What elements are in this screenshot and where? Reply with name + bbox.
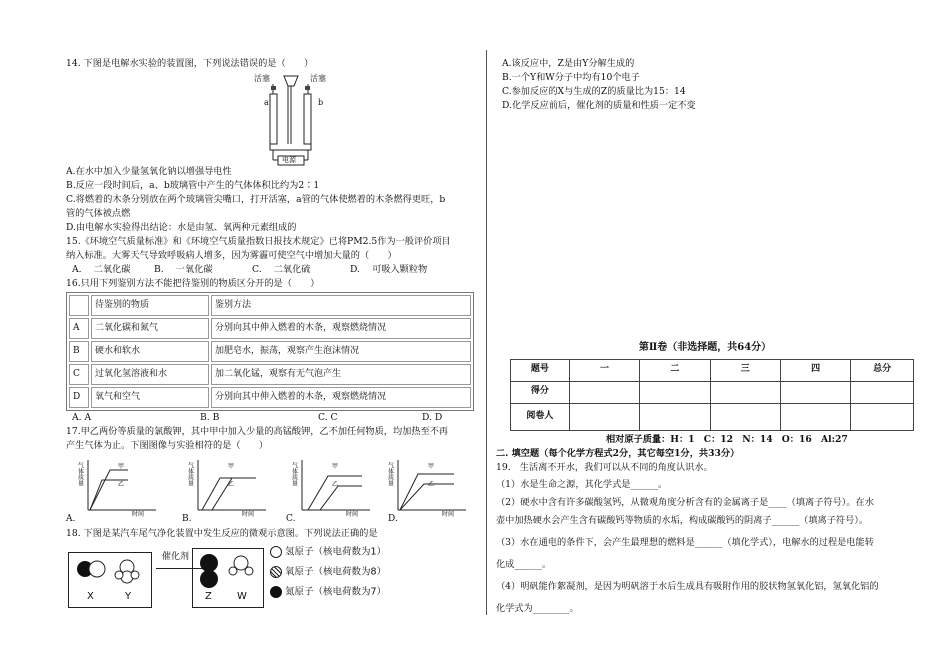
q17-graphs [66, 456, 476, 524]
graph-c-plot [292, 456, 372, 516]
graph-y-axis-label: 气体质量 [290, 462, 298, 486]
q15-options [66, 264, 476, 278]
reactants-box [68, 552, 152, 608]
graph-x-axis-label: 时间 [442, 511, 455, 518]
q15-option-a: A. 二氧化碳 [72, 264, 131, 275]
table-header-cell [69, 295, 89, 316]
score-input-cell[interactable] [710, 381, 780, 403]
nitrogen-atom-icon [270, 586, 282, 598]
q14-option-b: B.反应一段时间后，a、b玻璃管中产生的气体体积比约为2∶1 [66, 180, 320, 191]
fig-b-label: b [318, 98, 324, 107]
grader-input-cell[interactable] [640, 403, 710, 430]
score-input-cell[interactable] [569, 381, 639, 403]
graph-y-axis-label: 气体质量 [76, 462, 84, 486]
q19-item-2-cont: 壶中加热硬水会产生含有碳酸钙等物质的水垢，构成碳酸钙的阴离子______（填离子符号）。 [496, 514, 869, 526]
q16-answer-b: B. B [200, 412, 220, 423]
q17-label-b: B. [182, 514, 192, 524]
table-cell: 加二氧化锰，观察有无气泡产生 [211, 364, 471, 385]
table-header-cell: 题号 [511, 359, 570, 381]
left-column [66, 58, 476, 612]
q18-option-d: D.化学反应前后，催化剂的质量和性质一定不变 [502, 100, 696, 111]
products-box [192, 548, 264, 608]
graph-series-yi-label: 乙 [332, 481, 339, 488]
table-header-cell: 待鉴别的物质 [91, 295, 209, 316]
graph-x-axis-label: 时间 [132, 511, 145, 518]
table-header-row [511, 359, 914, 381]
label-x: X [87, 591, 94, 602]
grader-input-cell[interactable] [780, 403, 850, 430]
q16-stem: 16.只用下列鉴别方法不能把待鉴别的物质区分开的是（ ） [66, 278, 320, 289]
table-cell: 氧气和空气 [91, 387, 209, 408]
section-fill-blank: 二. 填空题（每个化学方程式2分，其它每空1分，共33分） [496, 447, 740, 459]
score-input-cell[interactable] [851, 381, 914, 403]
legend-item [270, 586, 386, 606]
graph-series-jia-label: 甲 [428, 463, 435, 470]
atomic-mass-line: 相对原子质量：H：1 C：12 N：14 O：16 Al:27 [606, 433, 848, 445]
table-cell: 加肥皂水，振荡，观察产生泡沫情况 [211, 341, 471, 362]
q14-option-a: A.在水中加入少量氢氧化钠以增强导电性 [66, 166, 232, 177]
label-z: Z [205, 591, 212, 602]
q17-label-a: A. [66, 514, 76, 524]
q19-item-4-cont: 化学式为________。 [496, 602, 579, 614]
q16-answer-a: A. A [72, 412, 92, 423]
q15-option-c: C. 二氧化硫 [252, 264, 311, 275]
table-header-row [69, 295, 471, 316]
product-molecules [193, 549, 263, 593]
column-divider [486, 50, 487, 615]
atom-legend [270, 546, 386, 606]
graph-x-axis-label: 时间 [346, 511, 359, 518]
graph-x-axis-label: 时间 [242, 511, 255, 518]
grader-input-cell[interactable] [710, 403, 780, 430]
catalyst-label: 催化剂 [162, 552, 190, 562]
part2-title: 第Ⅱ卷（非选择题，共64分） [638, 342, 772, 353]
table-header-cell: 四 [780, 359, 850, 381]
q18-diagram [66, 546, 476, 612]
graph-a-plot [78, 456, 158, 516]
table-header-cell: 总分 [851, 359, 914, 381]
q16-answer-c: C. C [318, 412, 338, 423]
legend-item [270, 546, 386, 566]
grader-input-cell[interactable] [851, 403, 914, 430]
table-cell: 二氧化碳和氮气 [91, 318, 209, 339]
score-table [510, 359, 914, 431]
table-header-cell: 二 [640, 359, 710, 381]
table-cell: 过氧化氢溶液和水 [91, 364, 209, 385]
legend-oxygen-label: 氧原子（核电荷数为8） [285, 566, 387, 578]
right-column [496, 58, 914, 621]
q19-item-2: （2）硬水中含有许多碳酸氢钙，从微观角度分析含有的金属离子是____（填离子符号）。在水 [496, 496, 874, 508]
table-row [69, 387, 471, 408]
label-w: W [237, 591, 247, 602]
table-header-cell: 三 [710, 359, 780, 381]
table-header-cell: 鉴别方法 [211, 295, 471, 316]
hydrogen-atom-icon [270, 546, 282, 558]
q16-answers [66, 412, 476, 426]
q19-item-4: （4）明矾能作絮凝剂，是因为明矾溶于水后生成具有吸附作用的胶状物氢氧化铝，氢氧化铝的 [496, 580, 879, 592]
graph-b-plot [188, 456, 268, 516]
q14-stem: 14. 下图是电解水实验的装置图，下列说法错误的是（ ） [66, 58, 314, 69]
table-cell: D [69, 387, 89, 408]
q19-item-3-cont: 化成______。 [496, 558, 552, 570]
table-row [69, 364, 471, 385]
q18-option-b: B.一个Y和W分子中均有10个电子 [502, 72, 640, 83]
fig-a-label: a [264, 98, 269, 107]
q15-stem-1: 15.《环境空气质量标准》和《环境空气质量指数日报技术规定》已将PM2.5作为一般评价项目 [66, 236, 451, 247]
q16-answer-d: D. D [422, 412, 443, 423]
label-y: Y [125, 591, 132, 602]
table-cell: B [69, 341, 89, 362]
graph-series-jia-label: 甲 [228, 463, 235, 470]
electrolysis-figure [234, 72, 354, 166]
table-row [69, 341, 471, 362]
q16-table [66, 292, 474, 411]
q19-stem: 19. 生活离不开水，我们可以从不同的角度认识水。 [496, 461, 713, 473]
q19-item-1: （1）水是生命之源，其化学式是______。 [496, 478, 668, 490]
legend-item [270, 566, 386, 586]
q15-option-d: D. 可吸入颗粒物 [350, 264, 428, 275]
reactant-molecules [69, 553, 151, 593]
score-input-cell[interactable] [640, 381, 710, 403]
table-row [69, 318, 471, 339]
q15-stem-2: 纳入标准。大雾天气导致呼吸病人增多，因为雾霾可使空气中增加大量的（ ） [66, 250, 397, 261]
q18-stem: 18. 下图是某汽车尾气净化装置中发生反应的微观示意图。下列说法正确的是 [66, 528, 378, 539]
q18-option-a: A.该反应中，Z是由Y分解生成的 [502, 58, 635, 69]
graph-series-jia-label: 甲 [118, 463, 125, 470]
graph-series-yi-label: 乙 [428, 481, 435, 488]
q14-option-c: C.将燃着的木条分别放在两个玻璃管尖嘴口，打开活塞，a管的气体使燃着的木条燃得更旺，b [66, 194, 446, 205]
table-row [511, 403, 914, 430]
graph-y-axis-label: 气体质量 [186, 462, 194, 486]
graph-d-plot [388, 456, 468, 516]
q18-option-c: C.参加反应的X与生成的Z的质量比为15：14 [502, 86, 686, 97]
table-row [511, 381, 914, 403]
graph-series-jia-label: 甲 [332, 463, 339, 470]
q17-graph-a [78, 456, 158, 516]
q17-label-d: D. [388, 514, 398, 524]
graph-series-yi-label: 乙 [118, 481, 125, 488]
table-cell: 硬水和软水 [91, 341, 209, 362]
fig-stopper-left-label: 活塞 [254, 74, 270, 83]
fig-power-label: 电源 [282, 156, 296, 164]
table-cell: 得分 [511, 381, 570, 403]
table-cell: 阅卷人 [511, 403, 570, 430]
q17-graph-b [188, 456, 268, 516]
table-cell: 分别向其中伸入燃着的木条，观察燃烧情况 [211, 318, 471, 339]
q15-option-b: B. 一氧化碳 [154, 264, 213, 275]
legend-hydrogen-label: 氢原子（核电荷数为1） [285, 546, 387, 558]
q17-label-c: C. [286, 514, 296, 524]
q19-item-3: （3）水在通电的条件下，会产生最理想的燃料是______（填化学式），电解水的过程是电能转 [496, 536, 874, 548]
score-input-cell[interactable] [780, 381, 850, 403]
q17-stem-2: 产生气体为止。下图图像与实验相符的是（ ） [66, 440, 269, 451]
q17-graph-d [388, 456, 468, 516]
table-cell: 分别向其中伸入燃着的木条，观察燃烧情况 [211, 387, 471, 408]
table-cell: C [69, 364, 89, 385]
fig-stopper-right-label: 活塞 [310, 74, 326, 83]
legend-nitrogen-label: 氮原子（核电荷数为7） [285, 586, 387, 598]
electrolysis-apparatus-drawing [246, 72, 336, 166]
grader-input-cell[interactable] [569, 403, 639, 430]
graph-y-axis-label: 气体质量 [386, 462, 394, 486]
oxygen-atom-icon [270, 566, 282, 578]
q17-graph-c [292, 456, 372, 516]
table-header-cell: 一 [569, 359, 639, 381]
graph-series-yi-label: 乙 [228, 481, 235, 488]
table-cell: A [69, 318, 89, 339]
q17-stem-1: 17.甲乙两份等质量的氯酸钾，其中甲中加入少量的高锰酸钾，乙不加任何物质，均加热至不再 [66, 426, 449, 437]
q14-option-c-cont: 管的气体被点燃 [66, 208, 131, 219]
q14-option-d: D.由电解水实验得出结论：水是由氢、氧两种元素组成的 [66, 222, 297, 233]
